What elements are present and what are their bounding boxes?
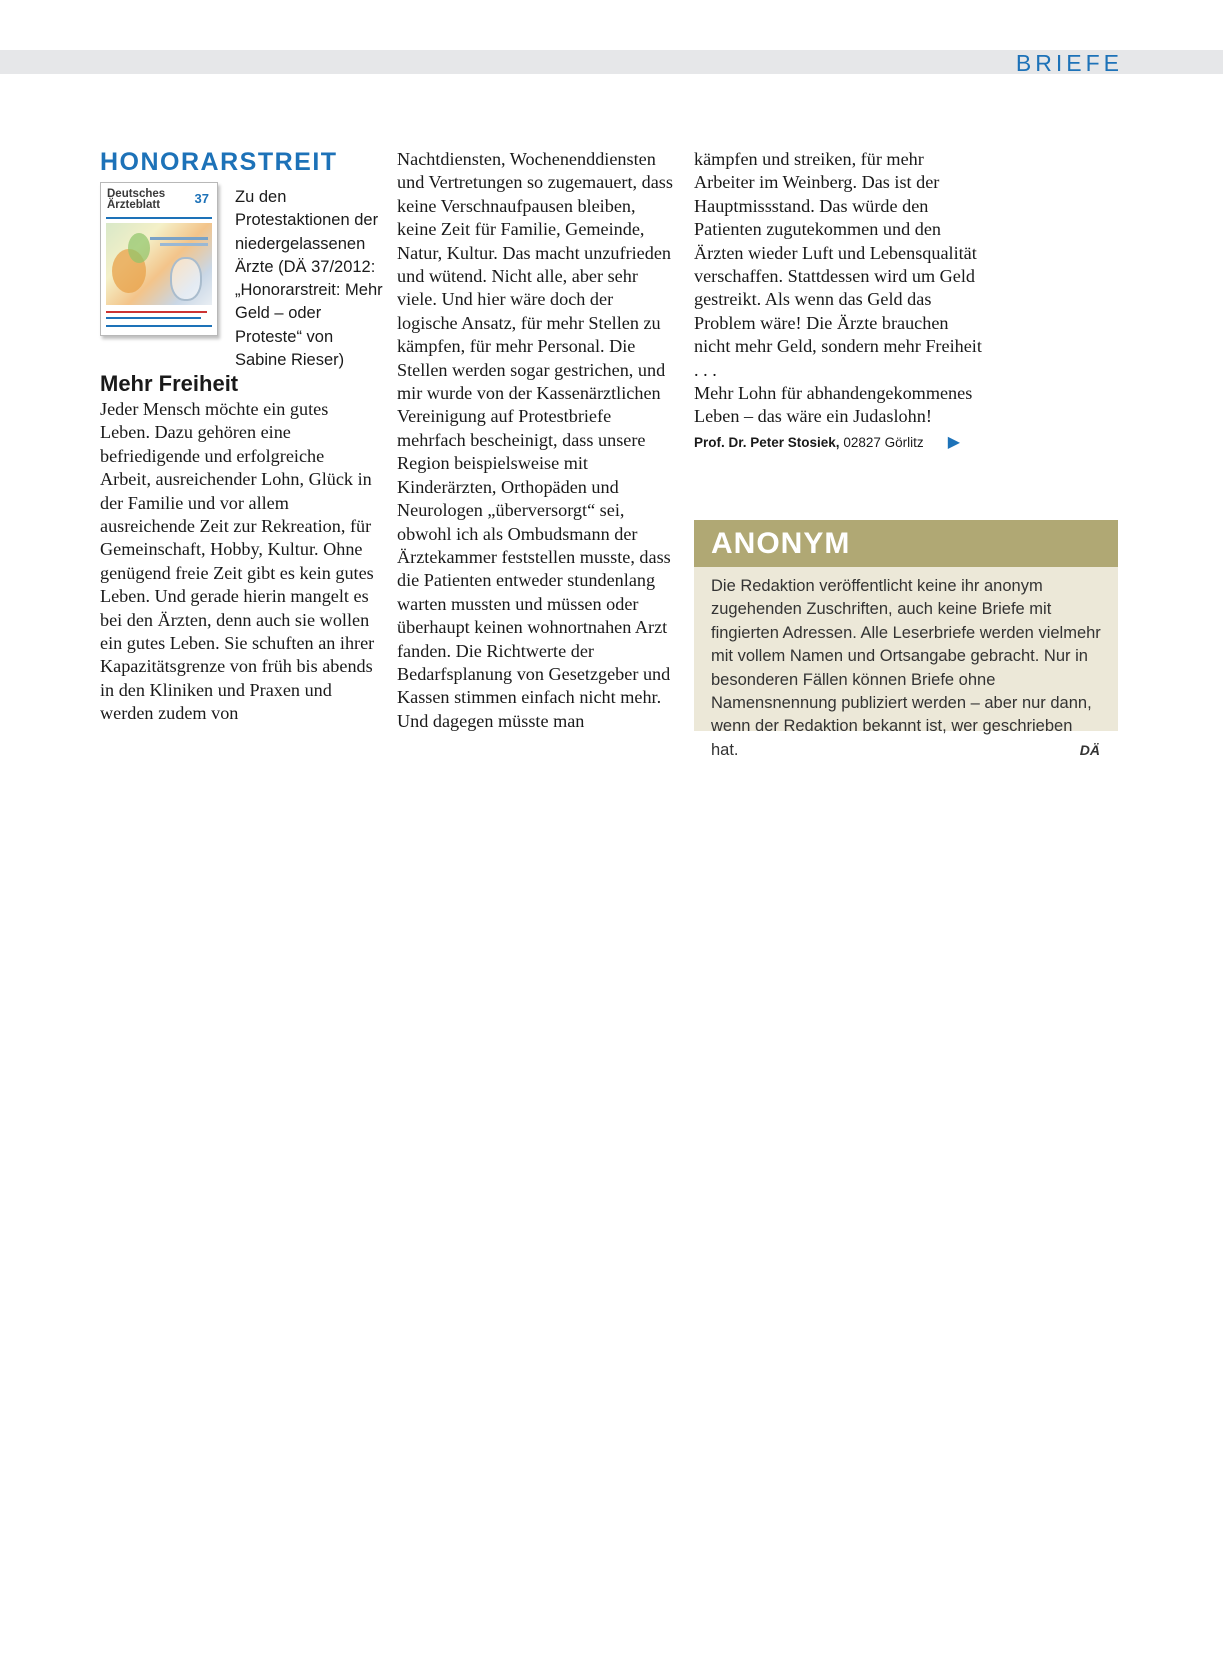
column-3 bbox=[694, 148, 984, 457]
author-name: Prof. Dr. Peter Stosiek, bbox=[694, 434, 840, 450]
author-signature bbox=[694, 433, 984, 457]
section-label: BRIEFE bbox=[1015, 50, 1123, 76]
anonym-info-box bbox=[694, 520, 1118, 759]
letter-body-part-2: Nachtdiensten, Wochenenddiensten und Vertretungen so zugemauert, dass keine Verschnaufpausen bleiben, keine Zeit für Familie, Gemeinde, Natur, Kultur. Das macht unzufrieden und wütend. Nicht alle, aber sehr viele. Und hier wäre doch der logische Ansatz, für mehr Stellen zu kämpfen, für mehr Personal. Die Stellen werden sogar gestrichen, und mir wurde von der Kassenärztlichen Vereinigung auf Protestbriefe mehrfach bescheinigt, dass unsere Region beispielsweise mit Kinderärzten, Orthopäden und Neurologen „überversorgt“ sei, obwohl ich als Ombudsmann der Ärztekammer feststellen musste, dass die Patienten entweder stundenlang warten mussten und müssen oder überhaupt keinen wohnortnahen Arzt fanden. Die Richtwerte der Bedarfsplanung von Gesetzgeber und Kassen stimmen einfach nicht mehr. Und dagegen müsste man bbox=[397, 149, 673, 731]
cover-issue-number: 37 bbox=[194, 191, 209, 206]
column-1 bbox=[100, 148, 383, 726]
reference-text: Zu den Protestaktionen der niedergelassenen Ärzte (DÄ 37/2012: „Honorarstreit: Mehr Geld – oder Proteste“ von Sabine Rieser) bbox=[235, 188, 383, 370]
anonym-box-text bbox=[694, 567, 1118, 762]
anonym-box-title: ANONYM bbox=[694, 520, 1118, 567]
letter-body-part-4: Mehr Lohn für abhandengekommenes Leben – das wäre ein Judaslohn! bbox=[694, 383, 973, 427]
letter-headline: Mehr Freiheit bbox=[100, 371, 239, 396]
author-place: 02827 Görlitz bbox=[843, 434, 924, 450]
letter-body-part-3: kämpfen und streiken, für mehr Arbeiter im Weinberg. Das ist der Hauptmissstand. Das würde den Patienten zugutekommen und den Ärzten wieder Luft und Lebensqualität verschaffen. Stattdessen wird um Geld gestreikt. Als wenn das Geld das Problem wäre! Die Ärzte brauchen nicht mehr Geld, sondern mehr Freiheit . . . bbox=[694, 149, 982, 380]
triangle-right-icon[interactable]: ▶ bbox=[947, 433, 960, 451]
cover-title: Deutsches Ärzteblatt bbox=[107, 188, 166, 211]
column-2 bbox=[397, 148, 675, 733]
reference-block bbox=[100, 182, 383, 370]
anonym-box-body: Die Redaktion veröffentlicht keine ihr anonym zugehenden Zuschriften, auch keine Briefe mit fingierten Adressen. Alle Leserbriefe werden vielmehr mit vollem Namen und Ortsangabe gebracht. Nur in besonderen Fällen können Briefe ohne Namensnennung publiziert werden – aber nur dann, wenn der Redaktion bekannt ist, wer geschrieben hat. bbox=[711, 577, 1101, 759]
magazine-cover-thumbnail bbox=[100, 182, 218, 336]
letter-body-part-1: Jeder Mensch möchte ein gutes Leben. Dazu gehören eine befriedigende und erfolgreiche Arbeit, ausreichender Lohn, Glück in der Familie und vor allem ausreichende Zeit zur Rekreation, für Gemeinschaft, Hobby, Kultur. Ohne genügend freie Zeit gibt es kein gutes Leben. Und gerade hierin mangelt es bei den Ärzten, denn auch sie wollen ein gutes Leben. Sie schuften an ihrer Kapazitätsgrenze von früh bis abends in den Kliniken und Praxen und werden zudem von bbox=[100, 399, 375, 724]
cover-image bbox=[106, 223, 212, 305]
article-kicker: HONORARSTREIT bbox=[100, 148, 338, 176]
anonym-box-signature: DÄ bbox=[1079, 741, 1100, 758]
